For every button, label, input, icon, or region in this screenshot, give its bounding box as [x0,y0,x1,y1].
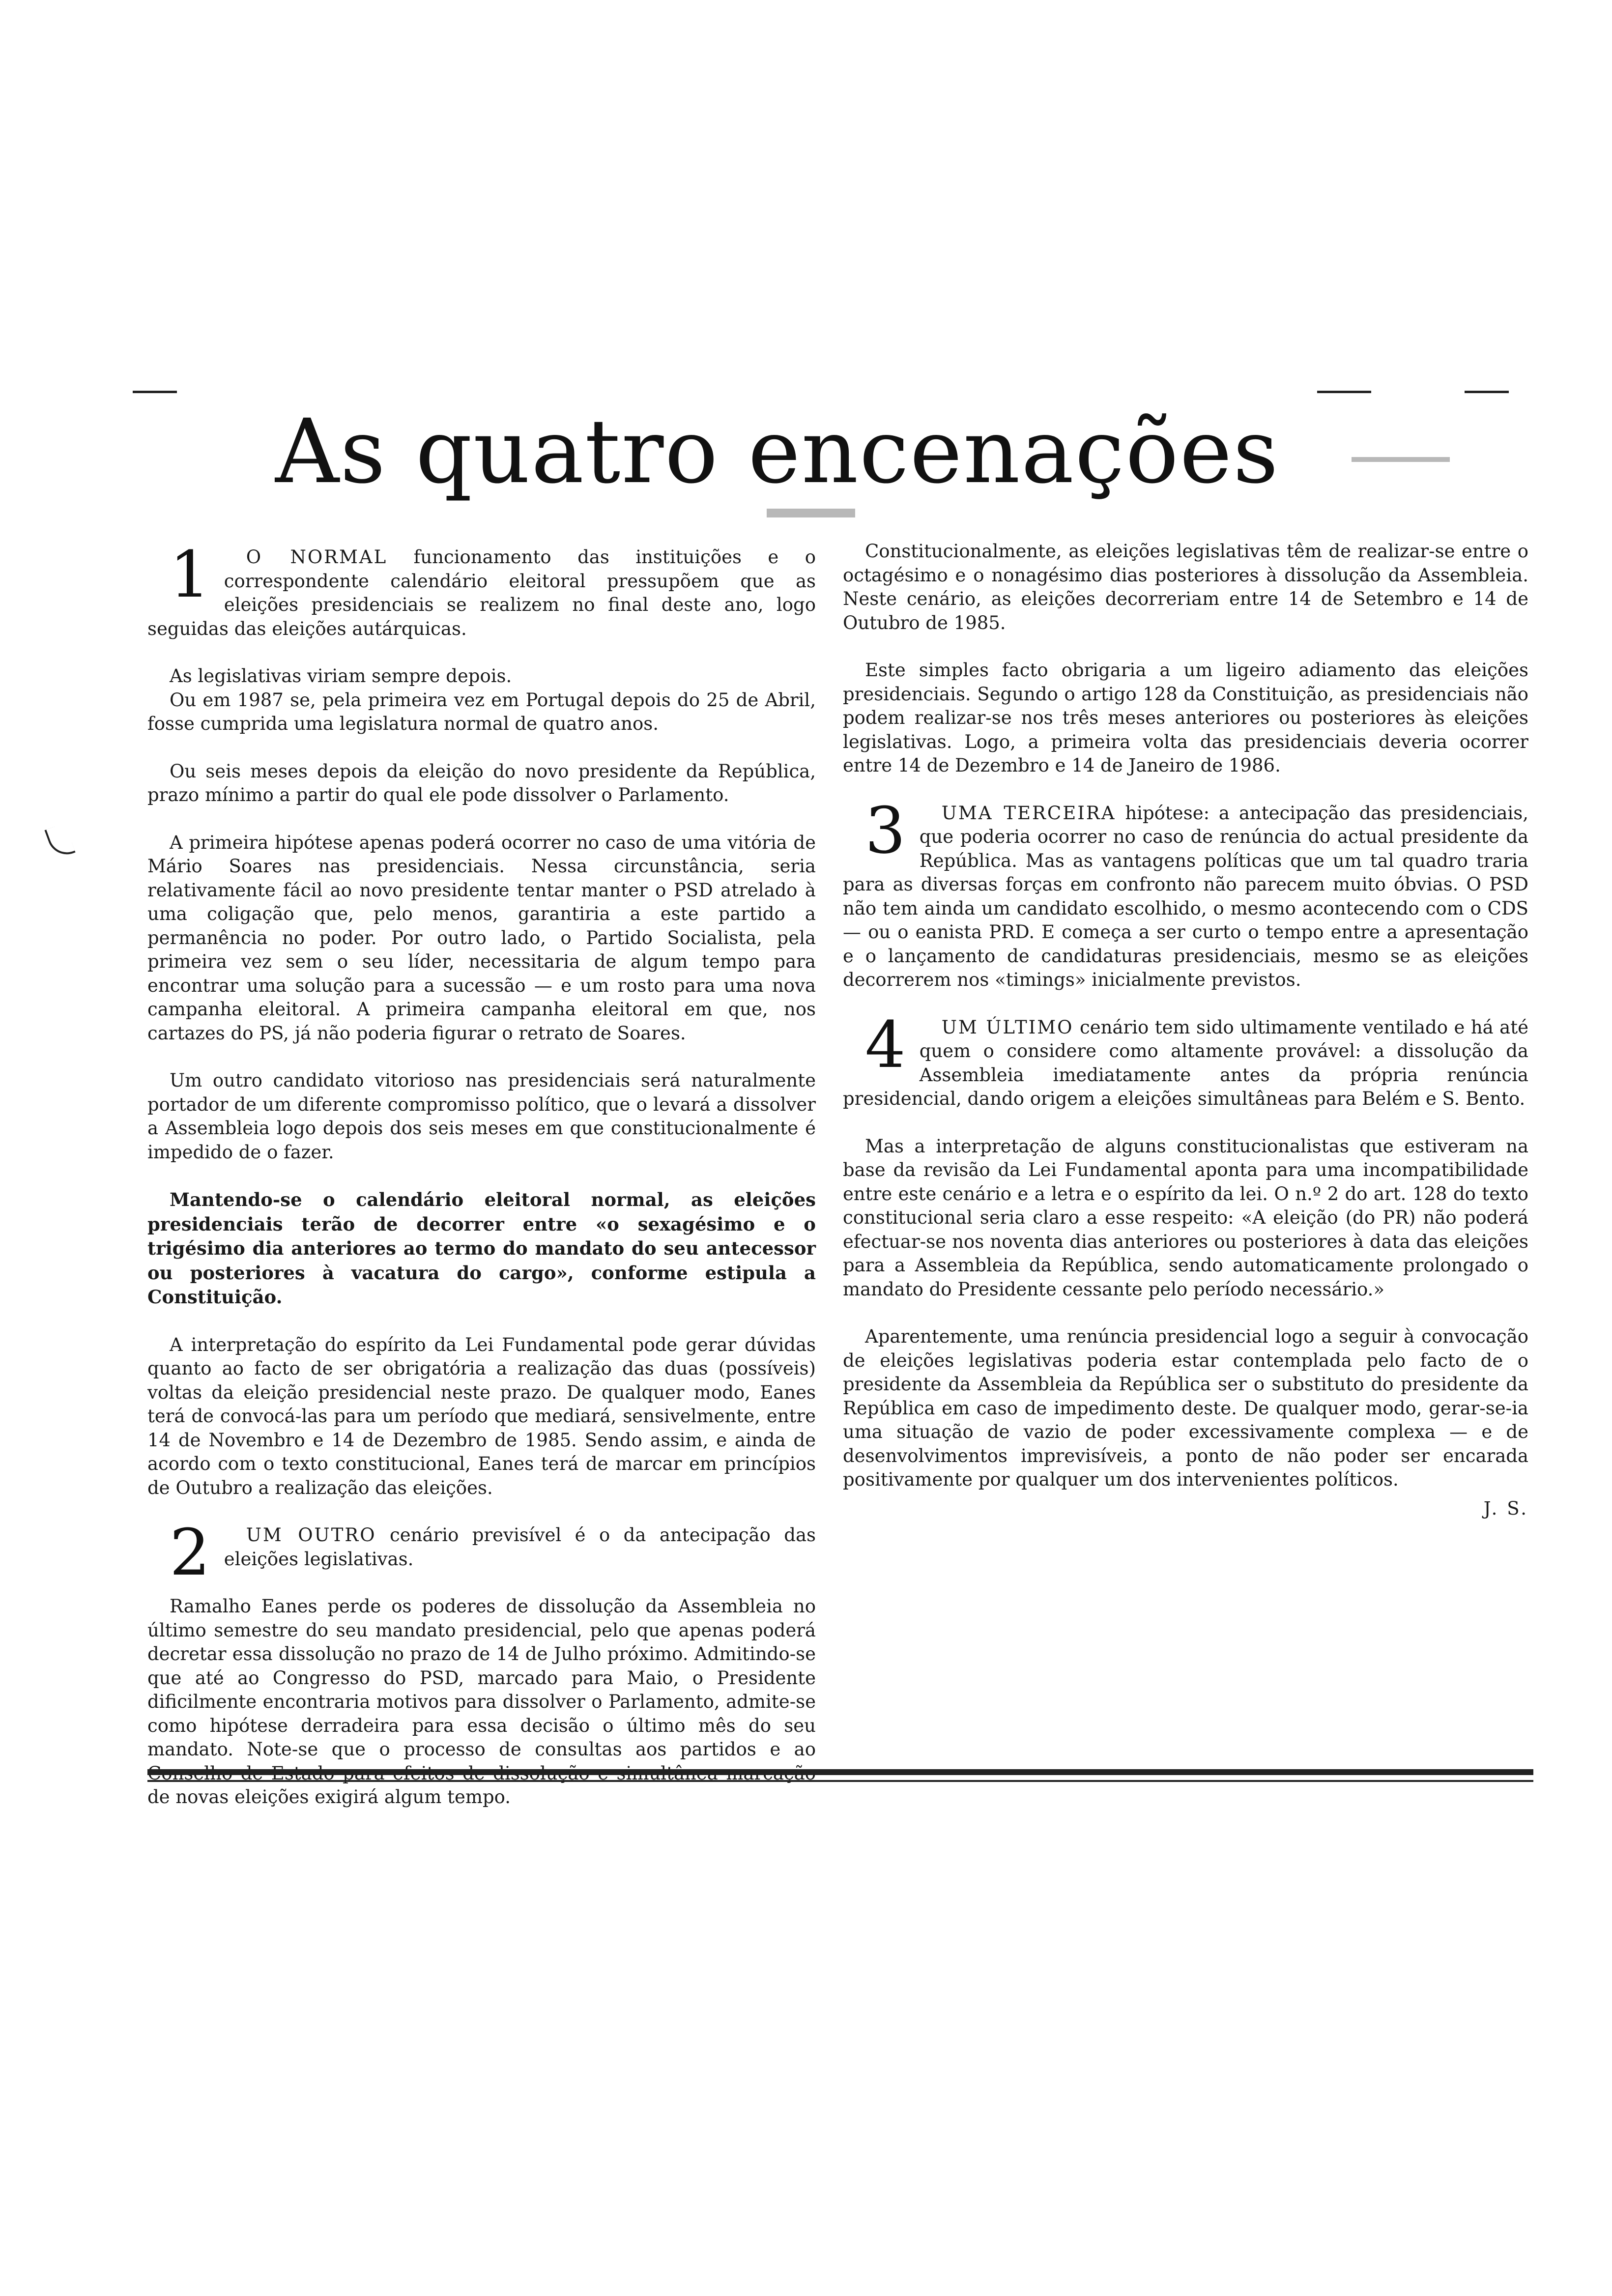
bottom-rule-thick [147,1769,1533,1775]
section-lead: UM OUTRO [246,1524,376,1546]
section-lead: UMA TERCEIRA [941,802,1116,824]
section-number: 1 [170,537,210,612]
scan-smudge [767,509,855,517]
paragraph: A primeira hipótese apenas poderá ocorrer no caso de uma vitória de Mário Soares nas presidenciais. Nessa circunstância, seria relativamente fácil ao novo presidente tentar manter o PSD atrelado à uma coligação que, pelo menos, garantiria a este partido a permanência no poder. Por outro lado, o Partido Socialista, pela primeira vez sem o seu líder, necessitaria de algum tempo para encontrar uma solução para a sucessão — e um rosto para uma nova campanha eleitoral. A primeira campanha eleitoral em que, nos cartazes do PS, já não poderia figurar o retrato de Soares. [147,832,816,1044]
paragraph: cenário tem sido ultimamente ventilado e há até quem o considere como altamente provável: a dissolução da Assembleia imediatamente antes da própria renúncia presidencial, dando origem a eleições simultâneas para Belém e S. Bento. [843,1016,1528,1109]
paragraph: As legislativas viriam sempre depois. [170,665,512,687]
paragraph: Ou em 1987 se, pela primeira vez em Portugal depois do 25 de Abril, fosse cumprida uma legislatura normal de quatro anos. [147,689,816,734]
article-column-left [147,537,816,1833]
paragraph: hipótese: a antecipação das presidenciais, que poderia ocorrer no caso de renúncia do actual presidente da República. Mas as vantagens políticas que um tal quadro traria para as diversas forças em confronto não parecem muito óbvias. O PSD não tem ainda um candidato escolhido, o mesmo acontecendo com o CDS — ou o eanista PRD. E começa a ser curto o tempo entre a apresentação e o lançamento de candidaturas presidenciais, mesmo se as eleições decorrerem nos «timings» inicialmente previstos. [843,802,1529,990]
section-lead: O NORMAL [246,546,388,568]
paragraph: Este simples facto obrigaria a um ligeiro adiamento das eleições presidenciais. Segundo o artigo 128 da Constituição, as presidenciais não podem realizar-se nos três meses anteriores ou posteriores às eleições legislativas. Logo, a primeira volta das presidenciais deveria ocorrer entre 14 de Dezembro e 14 de Janeiro de 1986. [843,660,1528,776]
article-title: As quatro encenações [275,401,1280,503]
article-column-right [843,540,1528,1544]
top-rule-right-b [1465,391,1509,393]
paragraph-bold-text: Mantendo-se o calendário eleitoral normal, as eleições presidenciais terão de decorrer entre «o sexagésimo e o trigésimo dia anteriores ao termo do mandato do seu antecessor ou posteriores à vacatura do cargo», conforme estipula a Constituição. [147,1189,816,1308]
section-3 [843,793,1529,992]
paragraph: cenário previsível é o da antecipação das eleições legislativas. [224,1524,816,1570]
paragraph: Aparentemente, uma renúncia presidencial logo a seguir à convocação de eleições legislativas poderia estar contemplada pelo facto de o presidente da Assembleia da República ser o substituto do presidente da República em caso de impedimento deste. De qualquer modo, gerar-se-ia uma situação de vazio de poder excessivamente complexa — e de desenvolvimentos imprevisíveis, a ponto de não poder ser encarada positivamente por qualquer um dos intervenientes políticos. [843,1326,1528,1490]
section-number: 4 [865,1007,906,1082]
section-2 [147,1515,816,1809]
margin-pen-mark [44,823,75,860]
paragraph: Um outro candidato vitorioso nas presidenciais será naturalmente portador de um diferente compromisso político, que o levará a dissolver a Assembleia logo depois dos seis meses em que constitucionalmente é impedido de o fazer. [147,1070,816,1163]
author-signature: J. S. [1483,1497,1528,1519]
paragraph: Constitucionalmente, as eleições legislativas têm de realizar-se entre o octagésimo e o nonagésimo dias posteriores à dissolução da Assembleia. Neste cenário, as eleições decorreriam entre 14 de Setembro e 14 de Outubro de 1985. [843,541,1528,633]
section-number: 2 [170,1515,210,1590]
section-4 [843,1007,1528,1521]
paragraph-bold [147,1188,816,1310]
section-number: 3 [865,793,906,868]
top-rule-left [133,391,177,393]
section-lead: UM ÚLTIMO [941,1016,1074,1038]
top-rule-right-a [1317,391,1371,393]
scan-smudge [1352,457,1450,462]
paragraph: A interpretação do espírito da Lei Fundamental pode gerar dúvidas quanto ao facto de ser obrigatória a realização das duas (possíveis) voltas da eleição presidencial neste prazo. De qualquer modo, Eanes terá de convocá-las para um período que mediará, sensivelmente, entre 14 de Novembro e 14 de Dezembro de 1985. Sendo assim, e ainda de acordo com o texto constitucional, Eanes terá de marcar em princípios de Outubro a realização das eleições. [147,1334,816,1498]
paragraph: Ou seis meses depois da eleição do novo presidente da República, prazo mínimo a partir do qual ele pode dissolver o Parlamento. [147,760,816,805]
section-1 [147,537,816,1500]
bottom-rule-thin [147,1780,1533,1782]
paragraph: Mas a interpretação de alguns constitucionalistas que estiveram na base da revisão da Lei Fundamental aponta para uma incompatibilidade entre este cenário e a letra e o espírito da lei. O n.º 2 do art. 128 do texto constitucional seria claro a esse respeito: «A eleição (do PR) não poderá efectuar-se nos noventa dias anteriores ou posteriores à data das eleições para a Assembleia da República, sendo automaticamente prolongado o mandato do Presidente cessante pelo período necessário.» [843,1135,1528,1300]
paragraph: funcionamento das instituições e o correspondente calendário eleitoral pressupõem que as eleições presidenciais se realizem no final deste ano, logo seguidas das eleições autárquicas. [147,546,816,639]
paragraph: Ramalho Eanes perde os poderes de dissolução da Assembleia no último semestre do seu mandato presidencial, pelo que apenas poderá decretar essa dissolução no prazo de 14 de Julho próximo. Admitindo-se que até ao Congresso do PSD, marcado para Maio, o Presidente dificilmente encontraria motivos para dissolver o Parlamento, admite-se como hipótese derradeira para essa decisão o último mês do seu mandato. Note-se que o processo de consultas aos partidos e ao de novas eleições exigirá algum tempo. [147,1596,816,1808]
